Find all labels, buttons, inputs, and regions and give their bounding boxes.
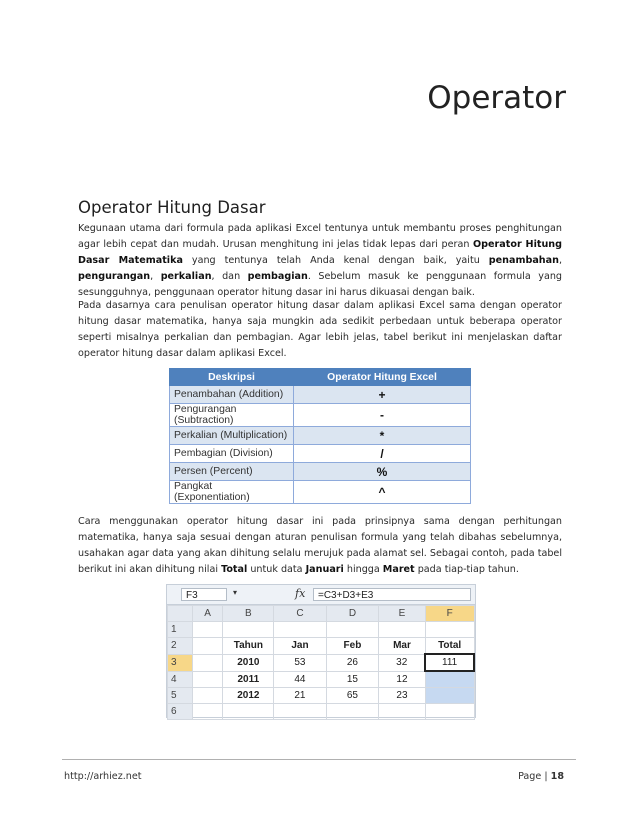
table-header-cell: Deskripsi [170,369,294,386]
table-row [170,445,471,463]
table-cell: Penambahan (Addition) [170,386,294,404]
table-cell: ^ [294,481,471,504]
page-title: Operator [427,80,566,116]
cell[interactable]: 21 [274,688,326,704]
table-row [168,671,475,688]
active-cell[interactable]: 111 [425,654,474,671]
table-cell: Pengurangan (Subtraction) [170,404,294,427]
footer-url: http://arhiez.net [64,771,142,782]
table-header-cell: Operator Hitung Excel [294,369,471,386]
table-cell: + [294,386,471,404]
section-heading: Operator Hitung Dasar [78,198,266,217]
spreadsheet-grid [167,605,475,720]
table-cell: * [294,427,471,445]
table-cell: % [294,463,471,481]
table-row [170,463,471,481]
cell[interactable] [274,704,326,720]
table-header-row [170,369,471,386]
cell[interactable] [326,704,379,720]
table-row [168,654,475,671]
cell[interactable] [192,688,223,704]
cell[interactable]: 2011 [223,671,274,688]
footer-page-number: Page | 18 [518,771,564,782]
cell[interactable] [192,671,223,688]
cell[interactable]: 15 [326,671,379,688]
table-row [168,622,475,638]
formula-input[interactable]: =C3+D3+E3 [313,588,471,601]
row-header[interactable]: 5 [168,688,193,704]
row-header[interactable]: 6 [168,704,193,720]
column-header-row [168,606,475,622]
cell[interactable]: 12 [379,671,426,688]
cell[interactable]: Jan [274,638,326,655]
cell[interactable]: Tahun [223,638,274,655]
cell[interactable]: 53 [274,654,326,671]
row-header[interactable]: 1 [168,622,193,638]
table-row [168,638,475,655]
table-cell: Pangkat (Exponentiation) [170,481,294,504]
table-row [170,404,471,427]
row-header[interactable]: 3 [168,654,193,671]
column-header[interactable]: E [379,606,426,622]
paragraph-intro: Kegunaan utama dari formula pada aplikasi Excel tentunya untuk membantu proses penghitungan agar lebih cepat dan mudah. Urusan menghitung ini jelas tidak lepas dari peran Operator Hitung Dasar Matematika yang tentunya telah Anda kenal dengan baik, yaitu penambahan, pengurangan, perkalian, dan pembagian. Sebelum masuk ke penggunaan formula yang sesungguhnya, penggunaan operator hitung dasar ini harus dikuasai dengan baik. [78,223,563,298]
cell[interactable] [379,622,426,638]
cell[interactable] [425,622,474,638]
operator-table [169,368,471,504]
column-header[interactable]: B [223,606,274,622]
name-box[interactable]: F3 [181,588,227,601]
table-row [168,704,475,720]
cell[interactable]: Feb [326,638,379,655]
table-cell: - [294,404,471,427]
cell[interactable] [192,654,223,671]
excel-screenshot [166,584,476,718]
cell[interactable] [192,704,223,720]
cell[interactable] [223,704,274,720]
cell[interactable] [223,622,274,638]
cell[interactable]: 2012 [223,688,274,704]
row-header[interactable]: 4 [168,671,193,688]
cell[interactable] [425,688,474,704]
cell[interactable]: 2010 [223,654,274,671]
cell[interactable]: 26 [326,654,379,671]
cell[interactable] [326,622,379,638]
cell[interactable]: Mar [379,638,426,655]
table-cell: Perkalian (Multiplication) [170,427,294,445]
table-cell: / [294,445,471,463]
fx-icon[interactable]: fx [295,587,306,600]
paragraph-operator-writing: Pada dasarnya cara penulisan operator hitung dasar dalam aplikasi Excel sama dengan operator hitung dasar matematika, hanya saja mungkin ada sedikit perbedaan untuk beberapa operator seperti misalnya perkalian dan pembagian. Agar lebih jelas, tabel berikut ini menjelaskan daftar operator hitung dasar dalam aplikasi Excel. [78,300,562,359]
table-cell: Persen (Percent) [170,463,294,481]
cell[interactable] [425,704,474,720]
cell[interactable] [425,671,474,688]
formula-bar [167,585,475,605]
cell[interactable]: Total [425,638,474,655]
paragraph-example: Cara menggunakan operator hitung dasar ini pada prinsipnya sama dengan perhitungan matematika, hanya saja sesuai dengan aturan penulisan formula yang telah dibahas sebelumnya, usahakan agar data yang akan dihitung selalu merujuk pada alamat sel. Sebagai contoh, pada tabel berikut ini akan dihitung nilai Total untuk data Januari hingga Maret pada tiap-tiap tahun. [78,516,562,575]
table-row [168,688,475,704]
column-header[interactable]: C [274,606,326,622]
cell[interactable] [274,622,326,638]
cell[interactable] [379,704,426,720]
footer-divider [62,759,576,760]
column-header[interactable]: D [326,606,379,622]
row-header[interactable]: 2 [168,638,193,655]
column-header[interactable]: A [192,606,223,622]
table-cell: Pembagian (Division) [170,445,294,463]
select-all-corner[interactable] [168,606,193,622]
table-row [170,427,471,445]
cell[interactable] [192,638,223,655]
table-row [170,481,471,504]
cell[interactable]: 44 [274,671,326,688]
table-row [170,386,471,404]
cell[interactable]: 32 [379,654,426,671]
cell[interactable]: 65 [326,688,379,704]
cell[interactable]: 23 [379,688,426,704]
column-header[interactable]: F [425,606,474,622]
cell[interactable] [192,622,223,638]
chevron-down-icon[interactable]: ▾ [233,588,238,597]
